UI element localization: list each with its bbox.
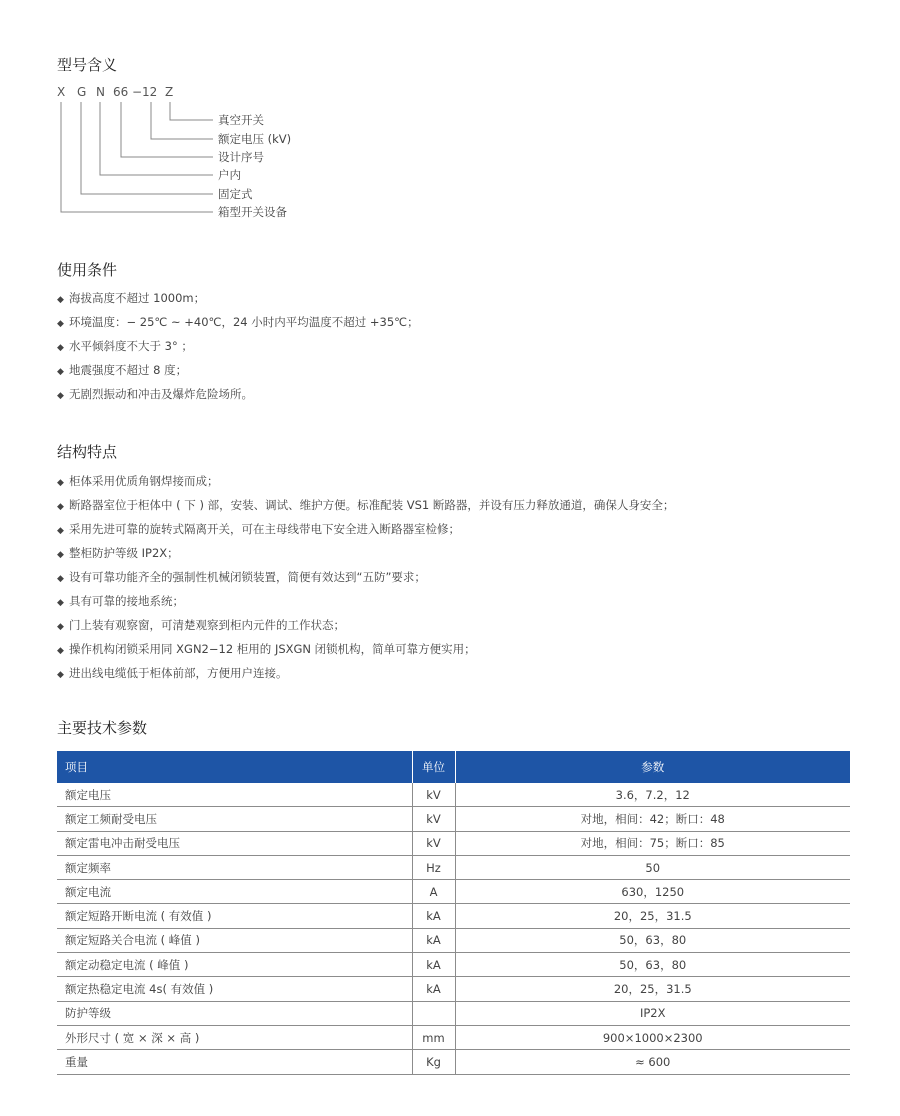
diamond-bullet-icon: ◆ — [57, 502, 64, 512]
cell-unit — [412, 1001, 455, 1025]
cell-item: 额定短路开断电流 ( 有效值 ) — [57, 904, 412, 928]
table-row — [57, 977, 850, 1001]
model-bracket-lines — [0, 0, 900, 240]
condition-item: ◆ 环境温度：− 25℃ ~ +40℃，24 小时内平均温度不超过 +35℃； — [57, 315, 419, 329]
specs-title: 主要技术参数 — [57, 719, 148, 737]
code-part-series: 66 — [113, 85, 129, 99]
label-fixed-type: 固定式 — [218, 187, 253, 201]
cell-unit: kA — [412, 977, 455, 1001]
cell-value: 50，63，80 — [455, 928, 850, 952]
header-item: 项目 — [57, 751, 412, 783]
diamond-bullet-icon: ◆ — [57, 367, 64, 377]
cell-unit: Hz — [412, 855, 455, 879]
diamond-bullet-icon: ◆ — [57, 478, 64, 488]
feature-item: ◆ 断路器室位于柜体中 ( 下 ) 部，安装、调试、维护方便。标准配装 VS1 断路器，并设有压力释放通道，确保人身安全； — [57, 498, 675, 512]
cell-value: 50，63，80 — [455, 953, 850, 977]
cell-unit: kV — [412, 831, 455, 855]
code-dash: − — [132, 85, 143, 99]
header-value: 参数 — [455, 751, 850, 783]
spec-header-row — [57, 751, 850, 783]
feature-item: ◆ 整柜防护等级 IP2X； — [57, 546, 179, 560]
label-rated-voltage: 额定电压 (kV) — [218, 132, 292, 146]
table-row — [57, 1001, 850, 1025]
table-row — [57, 904, 850, 928]
feature-item: ◆ 采用先进可靠的旋转式隔离开关，可在主母线带电下安全进入断路器室检修； — [57, 522, 460, 536]
label-box-switchgear: 箱型开关设备 — [218, 205, 287, 219]
cell-item: 额定电压 — [57, 783, 412, 807]
code-part-x: X — [57, 85, 66, 99]
label-design-number: 设计序号 — [218, 150, 264, 164]
cell-item: 额定电流 — [57, 880, 412, 904]
cell-unit: kA — [412, 928, 455, 952]
cell-unit: kA — [412, 904, 455, 928]
condition-item: ◆ 海拔高度不超过 1000m； — [57, 291, 206, 305]
table-row — [57, 1050, 850, 1074]
cell-value: 3.6，7.2，12 — [455, 783, 850, 807]
cell-unit: Kg — [412, 1050, 455, 1074]
condition-item: ◆ 地震强度不超过 8 度； — [57, 363, 188, 377]
diamond-bullet-icon: ◆ — [57, 295, 64, 305]
cell-value: 630，1250 — [455, 880, 850, 904]
conditions-title: 使用条件 — [57, 261, 118, 279]
cell-item: 防护等级 — [57, 1001, 412, 1025]
code-part-voltage: 12 — [142, 85, 158, 99]
cell-item: 额定短路关合电流 ( 峰值 ) — [57, 928, 412, 952]
bracket-line-g — [81, 102, 213, 194]
cell-item: 额定热稳定电流 4s( 有效值 ) — [57, 977, 412, 1001]
cell-value: 对地，相间：42；断口：48 — [455, 807, 850, 831]
code-part-n: N — [96, 85, 105, 99]
cell-item: 重量 — [57, 1050, 412, 1074]
feature-item: ◆ 操作机构闭锁采用同 XGN2−12 柜用的 JSXGN 闭锁机构，简单可靠方便实用； — [57, 642, 476, 656]
diamond-bullet-icon: ◆ — [57, 622, 64, 632]
code-part-z: Z — [165, 85, 174, 99]
cell-value: 20，25，31.5 — [455, 904, 850, 928]
cell-value: 20，25，31.5 — [455, 977, 850, 1001]
bracket-line-z — [170, 102, 213, 120]
table-row — [57, 807, 850, 831]
condition-item: ◆ 无剧烈振动和冲击及爆炸危险场所。 — [57, 387, 253, 401]
diamond-bullet-icon: ◆ — [57, 343, 64, 353]
model-meaning-title: 型号含义 — [57, 56, 118, 74]
feature-item: ◆ 柜体采用优质角钢焊接而成； — [57, 474, 219, 488]
feature-item: ◆ 具有可靠的接地系统； — [57, 594, 184, 608]
cell-value: 900×1000×2300 — [455, 1025, 850, 1049]
diamond-bullet-icon: ◆ — [57, 574, 64, 584]
cell-item: 外形尺寸 ( 宽 × 深 × 高 ) — [57, 1025, 412, 1049]
bracket-line-series — [121, 102, 213, 157]
table-row — [57, 953, 850, 977]
feature-item: ◆ 设有可靠功能齐全的强制性机械闭锁装置，简便有效达到“五防”要求； — [57, 570, 426, 584]
cell-unit: mm — [412, 1025, 455, 1049]
cell-value: 对地，相间：75；断口：85 — [455, 831, 850, 855]
diamond-bullet-icon: ◆ — [57, 670, 64, 680]
header-unit: 单位 — [412, 751, 455, 783]
table-row — [57, 880, 850, 904]
cell-item: 额定工频耐受电压 — [57, 807, 412, 831]
features-title: 结构特点 — [57, 443, 118, 461]
table-row — [57, 783, 850, 807]
code-part-g: G — [77, 85, 87, 99]
cell-value: 50 — [455, 855, 850, 879]
table-row — [57, 831, 850, 855]
diamond-bullet-icon: ◆ — [57, 526, 64, 536]
label-indoor: 户内 — [218, 168, 241, 182]
cell-unit: A — [412, 880, 455, 904]
condition-item: ◆ 水平倾斜度不大于 3° ； — [57, 339, 193, 353]
feature-item: ◆ 门上装有观察窗，可清楚观察到柜内元件的工作状态； — [57, 618, 345, 632]
cell-item: 额定频率 — [57, 855, 412, 879]
table-row — [57, 1025, 850, 1049]
cell-value: IP2X — [455, 1001, 850, 1025]
cell-item: 额定动稳定电流 ( 峰值 ) — [57, 953, 412, 977]
diamond-bullet-icon: ◆ — [57, 598, 64, 608]
cell-unit: kA — [412, 953, 455, 977]
diamond-bullet-icon: ◆ — [57, 319, 64, 329]
diamond-bullet-icon: ◆ — [57, 391, 64, 401]
diamond-bullet-icon: ◆ — [57, 646, 64, 656]
table-row — [57, 855, 850, 879]
cell-unit: kV — [412, 783, 455, 807]
feature-item: ◆ 进出线电缆低于柜体前部，方便用户连接。 — [57, 666, 288, 680]
cell-unit: kV — [412, 807, 455, 831]
spec-table — [57, 751, 850, 1075]
cell-item: 额定雷电冲击耐受电压 — [57, 831, 412, 855]
table-row — [57, 928, 850, 952]
label-vacuum-switch: 真空开关 — [218, 113, 264, 127]
cell-value: ≈ 600 — [455, 1050, 850, 1074]
diamond-bullet-icon: ◆ — [57, 550, 64, 560]
